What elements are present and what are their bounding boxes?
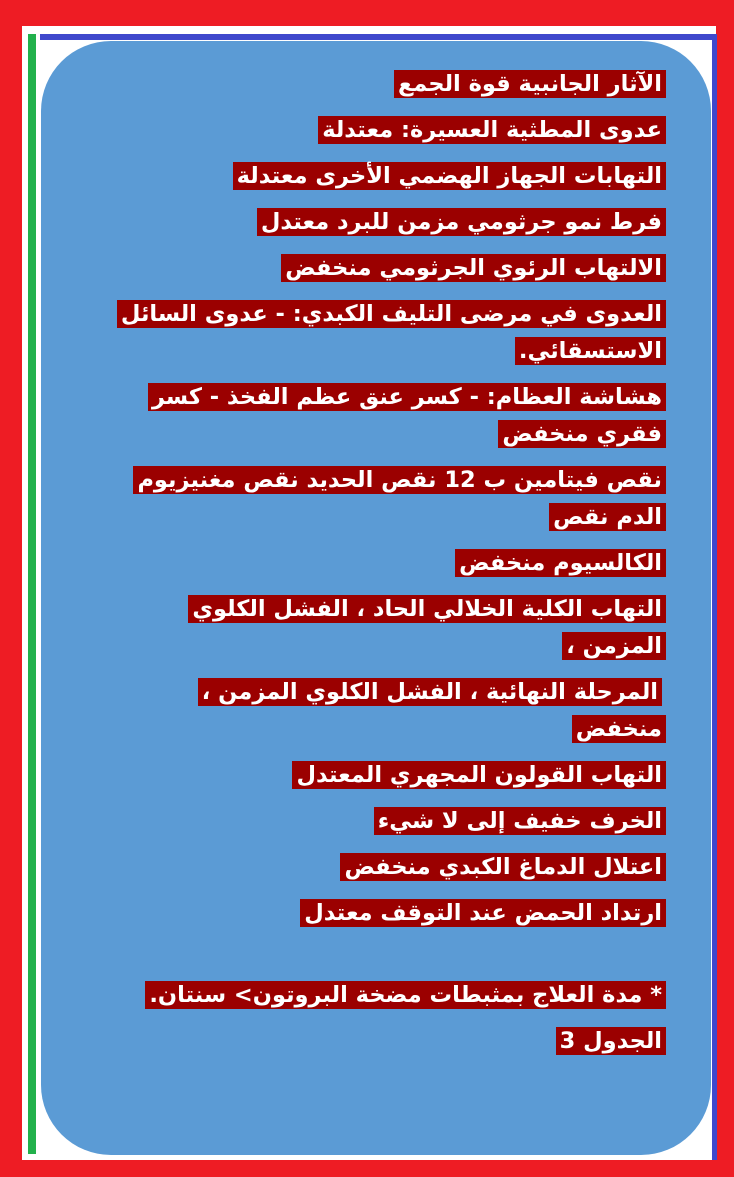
list-item-text: التهاب الكلية الخلالي الحاد ، الفشل الكلوي المزمن ، [188,595,666,660]
blue-top-line [40,34,716,40]
list-item [110,296,666,370]
table-caption [110,1023,666,1060]
footnote [110,977,666,1014]
blue-right-line [712,34,717,1160]
list-item [110,462,666,536]
footnote-text: * مدة العلاج بمثبطات مضخة البروتون> سنتان. [145,981,666,1009]
list-item [110,895,666,932]
list-item [110,112,666,149]
spacer [110,941,666,977]
list-item [110,757,666,794]
list-item-text: فرط نمو جرثومي مزمن للبرد معتدل [257,208,666,236]
list-item-text: الكالسيوم منخفض [455,549,666,577]
list-item [110,158,666,195]
list-item-text: ارتداد الحمض عند التوقف معتدل [300,899,666,927]
list-item-text: الالتهاب الرئوي الجرثومي منخفض [281,254,666,282]
side-effects-list [110,66,666,1069]
list-item [110,66,666,103]
list-item [110,803,666,840]
list-item-text: التهاب القولون المجهري المعتدل [292,761,666,789]
list-item-text: العدوى في مرضى التليف الكبدي: - عدوى السائل الاستسقائي. [117,300,666,365]
list-item-text: الآثار الجانبية قوة الجمع [394,70,666,98]
list-item-text: المرحلة النهائية ، الفشل الكلوي المزمن ، منخفض [198,678,666,743]
list-item-text: نقص فيتامين ب 12 نقص الحديد نقص مغنيزيوم الدم نقص [133,466,666,531]
list-item [110,849,666,886]
table-caption-text: الجدول 3 [556,1027,666,1055]
list-item [110,250,666,287]
list-item [110,204,666,241]
green-left-line [28,34,36,1154]
list-item [110,674,666,748]
list-item-text: التهابات الجهاز الهضمي الأخرى معتدلة [233,162,666,190]
list-item-text: عدوى المطثية العسيرة: معتدلة [318,116,666,144]
list-item-text: هشاشة العظام: - كسر عنق عظم الفخذ - كسر فقري منخفض [148,383,666,448]
list-item-text: اعتلال الدماغ الكبدي منخفض [340,853,666,881]
list-item [110,379,666,453]
list-item [110,591,666,665]
list-item [110,545,666,582]
list-item-text: الخرف خفيف إلى لا شيء [374,807,666,835]
